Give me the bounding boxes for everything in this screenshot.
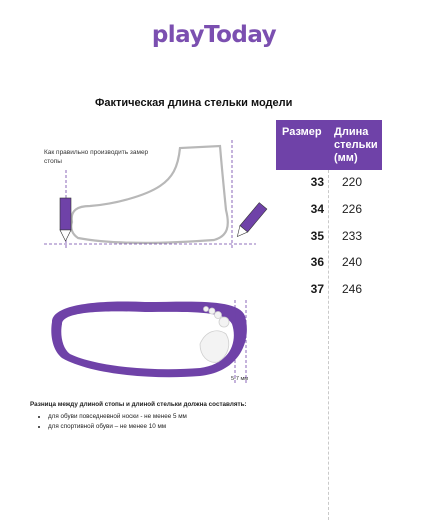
row-size: 36: [310, 255, 324, 269]
pencil-right-icon: [234, 203, 267, 240]
row-length: 220: [342, 175, 363, 189]
row-length: 233: [342, 229, 363, 243]
list-item: • для спортивной обуви – не менее 10 мм: [48, 422, 247, 432]
notes-list: [30, 412, 247, 432]
measure-caption: Как правильно производить замер стопы: [44, 149, 149, 165]
row-size: 33: [310, 175, 324, 189]
row-size: 34: [310, 202, 324, 216]
foot-side-outline: [71, 146, 228, 243]
gap-label: 5-7 мм: [231, 376, 249, 382]
notes-heading: Разница между длиной стопы и длиной стельки должна составлять:: [30, 401, 247, 408]
row-size: 35: [310, 229, 324, 243]
brand-logo: playToday: [151, 22, 277, 48]
row-length: 246: [342, 282, 363, 296]
header-length: Длина стельки (мм): [334, 126, 378, 164]
list-item: • для обуви повседневной носки - не менее 5 мм: [48, 412, 247, 422]
row-length: 226: [342, 202, 363, 216]
header-size: Размер: [282, 126, 322, 138]
notes-block: [30, 400, 247, 432]
row-length: 240: [342, 255, 363, 269]
row-size: 37: [310, 282, 324, 296]
insole-illustration: [51, 302, 247, 378]
pencil-left-icon: [60, 198, 71, 241]
page-title: Фактическая длина стельки модели: [95, 97, 293, 109]
